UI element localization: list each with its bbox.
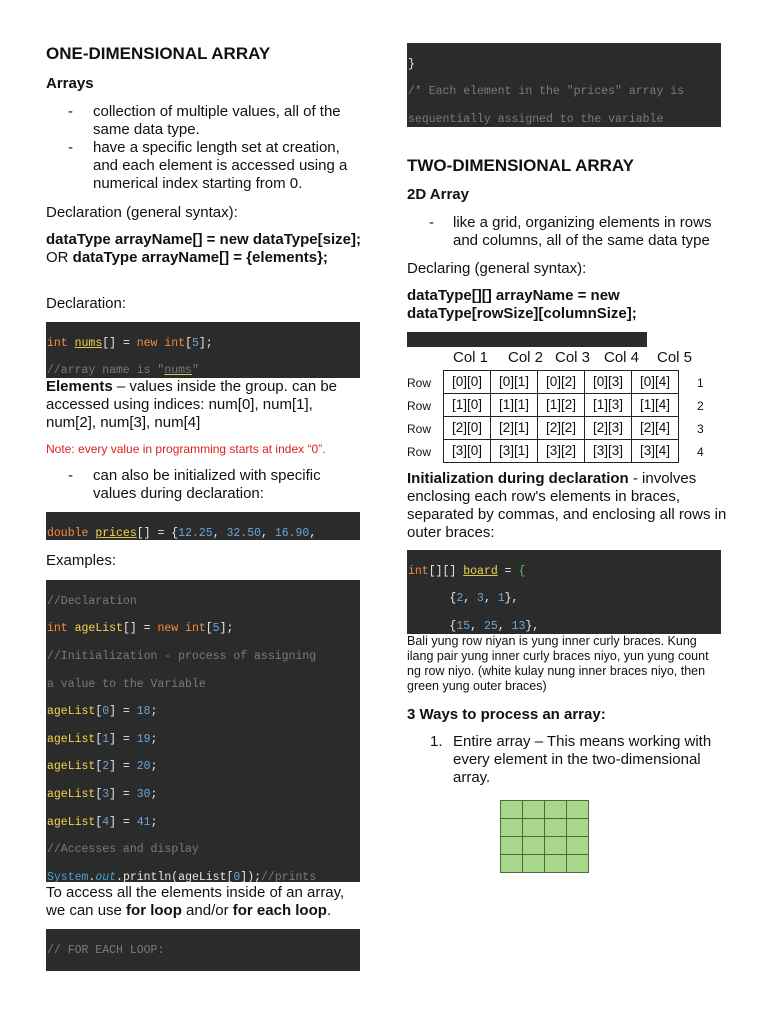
col-header: Col 5 <box>657 349 693 366</box>
col-header: Col 3 <box>555 349 591 366</box>
declaration-label: Declaration: <box>46 295 127 312</box>
code-block-declaration: int nums[] = new int[5]; //array name is "nums" <box>46 322 360 378</box>
access-paragraph <box>46 884 364 920</box>
table-cell: [0][3] <box>585 371 632 394</box>
table-row <box>444 440 679 463</box>
bullet-text: can also be initialized with specific values during declaration: <box>93 467 321 502</box>
table-cell: [2][4] <box>632 417 679 440</box>
elements-paragraph <box>46 378 361 432</box>
table-cell: [3][0] <box>444 440 491 463</box>
table-cell: [0][1] <box>491 371 538 394</box>
row-label: Row <box>407 422 432 436</box>
table-cell: [3][2] <box>538 440 585 463</box>
bullet-item: - <box>429 214 434 231</box>
row-number: 2 <box>697 399 704 413</box>
code-block-prices: double prices[] = {12.25, 32.50, 16.90, <box>46 512 360 540</box>
bullet-text: have a specific length set at creation, and each element is accessed using a numerical index starting from 0. <box>93 139 348 192</box>
table-cell: [3][3] <box>585 440 632 463</box>
row-label: Row <box>407 376 432 390</box>
row-number: 4 <box>697 445 704 459</box>
code-block-board: int[][] board = { {2, 3, 1}, {15, 25, 13}, <box>407 550 721 634</box>
syntax-new: dataType arrayName[] = new dataType[size]; <box>46 231 361 248</box>
bullet-text: like a grid, organizing elements in rows and columns, all of the same data type <box>453 214 712 249</box>
row-label: Row <box>407 445 432 459</box>
table-cell: [1][1] <box>491 394 538 417</box>
table-cell: [3][4] <box>632 440 679 463</box>
code-block-examples: //Declaration int ageList[] = new int[5]; //Initialization - process of assigning a value to the Variable ageList[0] = 18; ageList[1] = 19; ageList[2] = 20; ageList[3] = 30; ageList[4] = 41; //Accesses and display System.out.println(ageList[0]);//prints <box>46 580 360 882</box>
table-cell: [0][2] <box>538 371 585 394</box>
elements-term: Elements <box>46 378 113 395</box>
code-block-2d-decl <box>407 332 647 347</box>
bullet-item: - <box>68 103 73 120</box>
left-title: ONE-DIMENSIONAL ARRAY <box>46 44 271 63</box>
table-cell: [2][0] <box>444 417 491 440</box>
code-block-foreach: // FOR EACH LOOP: <box>46 929 360 971</box>
table-row <box>444 394 679 417</box>
initialization-paragraph <box>407 470 727 542</box>
ways-item-number: 1. <box>430 733 443 750</box>
col-header: Col 2 <box>508 349 544 366</box>
table-cell: [3][1] <box>491 440 538 463</box>
row-number: 1 <box>697 376 704 390</box>
tagalog-note: Bali yung row niyan is yung inner curly braces. Kung ilang pair yung inner curly braces niyo, yun yung count ng row niyo. (white kulay nung inner braces niyo, then green yung outer braces) <box>407 634 709 693</box>
col-header: Col 4 <box>604 349 640 366</box>
table-cell: [1][4] <box>632 394 679 417</box>
access-end: . <box>326 902 332 919</box>
table-cell: [2][2] <box>538 417 585 440</box>
bullet-item: - <box>68 139 73 156</box>
declaration-general-label: Declaration (general syntax): <box>46 204 238 221</box>
col-header: Col 1 <box>453 349 489 366</box>
code-block-comment: } /* Each element in the "prices" array is sequentially assigned to the variable <box>407 43 721 127</box>
table-cell: [2][1] <box>491 417 538 440</box>
table-cell: [1][0] <box>444 394 491 417</box>
access-and: and/or <box>181 902 233 919</box>
access-for: for loop <box>126 902 182 919</box>
declaring-label: Declaring (general syntax): <box>407 260 587 277</box>
syntax-braces: dataType arrayName[] = {elements}; <box>72 249 328 266</box>
init-term: Initialization during declaration <box>407 470 629 487</box>
index-table <box>443 370 679 463</box>
row-label: Row <box>407 399 432 413</box>
table-cell: [2][3] <box>585 417 632 440</box>
table-row <box>444 417 679 440</box>
init-text: - involves enclosing each row's elements in braces, separated by commas, and enclosing all rows in outer braces: <box>407 470 727 541</box>
table-cell: [0][0] <box>444 371 491 394</box>
right-title: TWO-DIMENSIONAL ARRAY <box>407 156 634 175</box>
right-subtitle: 2D Array <box>407 186 469 203</box>
table-cell: [1][3] <box>585 394 632 417</box>
ways-title: 3 Ways to process an array: <box>407 706 606 723</box>
ways-item-text: Entire array – This means working with every element in the two-dimensional array. <box>453 733 712 786</box>
bullet-item: - <box>68 467 73 484</box>
elements-text: – values inside the group. can be accessed using indices: num[0], num[1], num[2], num[3], num[4] <box>46 378 338 431</box>
left-subtitle: Arrays <box>46 75 94 92</box>
row-number: 3 <box>697 422 704 436</box>
access-text: To access all the elements inside of an array, we can use <box>46 884 345 919</box>
examples-label: Examples: <box>46 552 117 569</box>
table-cell: [1][2] <box>538 394 585 417</box>
syntax-or: OR <box>46 249 73 266</box>
green-grid-illustration <box>500 800 589 873</box>
syntax-1d <box>46 231 364 267</box>
syntax-2d: dataType[][] arrayName = new dataType[rowSize][columnSize]; <box>407 287 637 322</box>
access-foreach: for each loop <box>232 902 327 919</box>
table-row <box>444 371 679 394</box>
table-cell: [0][4] <box>632 371 679 394</box>
bullet-text: collection of multiple values, all of the same data type. <box>93 103 341 138</box>
index-note: Note: every value in programming starts at index “0”. <box>46 442 326 456</box>
